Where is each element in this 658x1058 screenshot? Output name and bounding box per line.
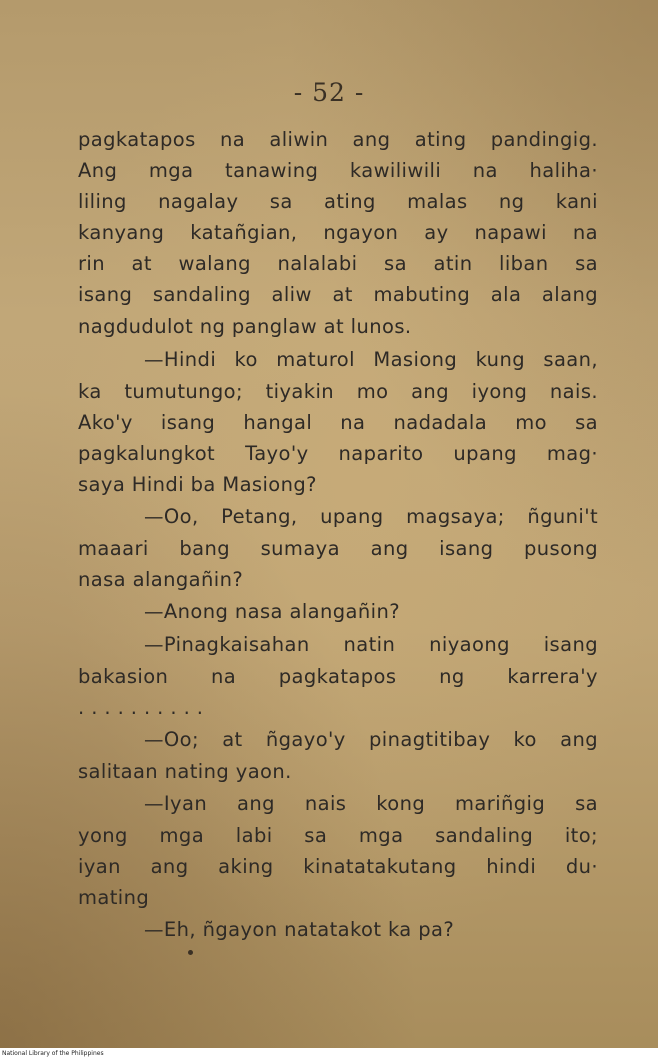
text-line: iyan ang aking kinatatakutang hindi du· (78, 855, 598, 878)
text-line: —Pinagkaisahan natin niyaong isang (144, 633, 598, 656)
text-line: nasa alangañin? (78, 568, 244, 591)
text-line: maaari bang sumaya ang isang pusong (78, 537, 598, 560)
text-line: —Hindi ko maturol Masiong kung saan, (144, 348, 598, 371)
text-line: mating (78, 886, 150, 909)
text-line: liling nagalay sa ating malas ng kani (78, 190, 598, 213)
text-line: rin at walang nalalabi sa atin liban sa (78, 252, 598, 275)
ink-speck (188, 950, 193, 955)
text-line: nagdudulot ng panglaw at lunos. (78, 315, 412, 338)
text-line: —Oo; at ñgayo'y pinagtitibay ko ang (144, 728, 598, 751)
text-line: saya Hindi ba Masiong? (78, 473, 317, 496)
text-line: —Eh, ñgayon natatakot ka pa? (144, 918, 455, 941)
text-line: salitaan nating yaon. (78, 760, 292, 783)
text-line: pagkatapos na aliwin ang ating pandingig. (78, 128, 598, 151)
text-line: —Anong nasa alangañin? (144, 600, 400, 623)
text-line: Ako'y isang hangal na nadadala mo sa (78, 411, 598, 434)
text-line: isang sandaling aliw at mabuting ala alang (78, 283, 598, 306)
text-line: —Iyan ang nais kong mariñgig sa (144, 792, 598, 815)
body-text (78, 124, 598, 946)
text-line: bakasion na pagkatapos ng karrera'y (78, 665, 598, 688)
ellipsis-line: . . . . . . . . . . (78, 696, 204, 719)
text-line: ka tumutungo; tiyakin mo ang iyong nais. (78, 380, 598, 403)
text-line: Ang mga tanawing kawiliwili na haliha· (78, 159, 598, 182)
text-line: yong mga labi sa mga sandaling ito; (78, 824, 598, 847)
text-line: pagkalungkot Tayo'y naparito upang mag· (78, 442, 598, 465)
text-line: —Oo, Petang, upang magsaya; ñguni't (144, 505, 598, 528)
text-line: kanyang katañgian, ngayon ay napawi na (78, 221, 598, 244)
library-credit: National Library of the Philippines (2, 1050, 104, 1057)
page-number: - 52 - (293, 78, 365, 107)
